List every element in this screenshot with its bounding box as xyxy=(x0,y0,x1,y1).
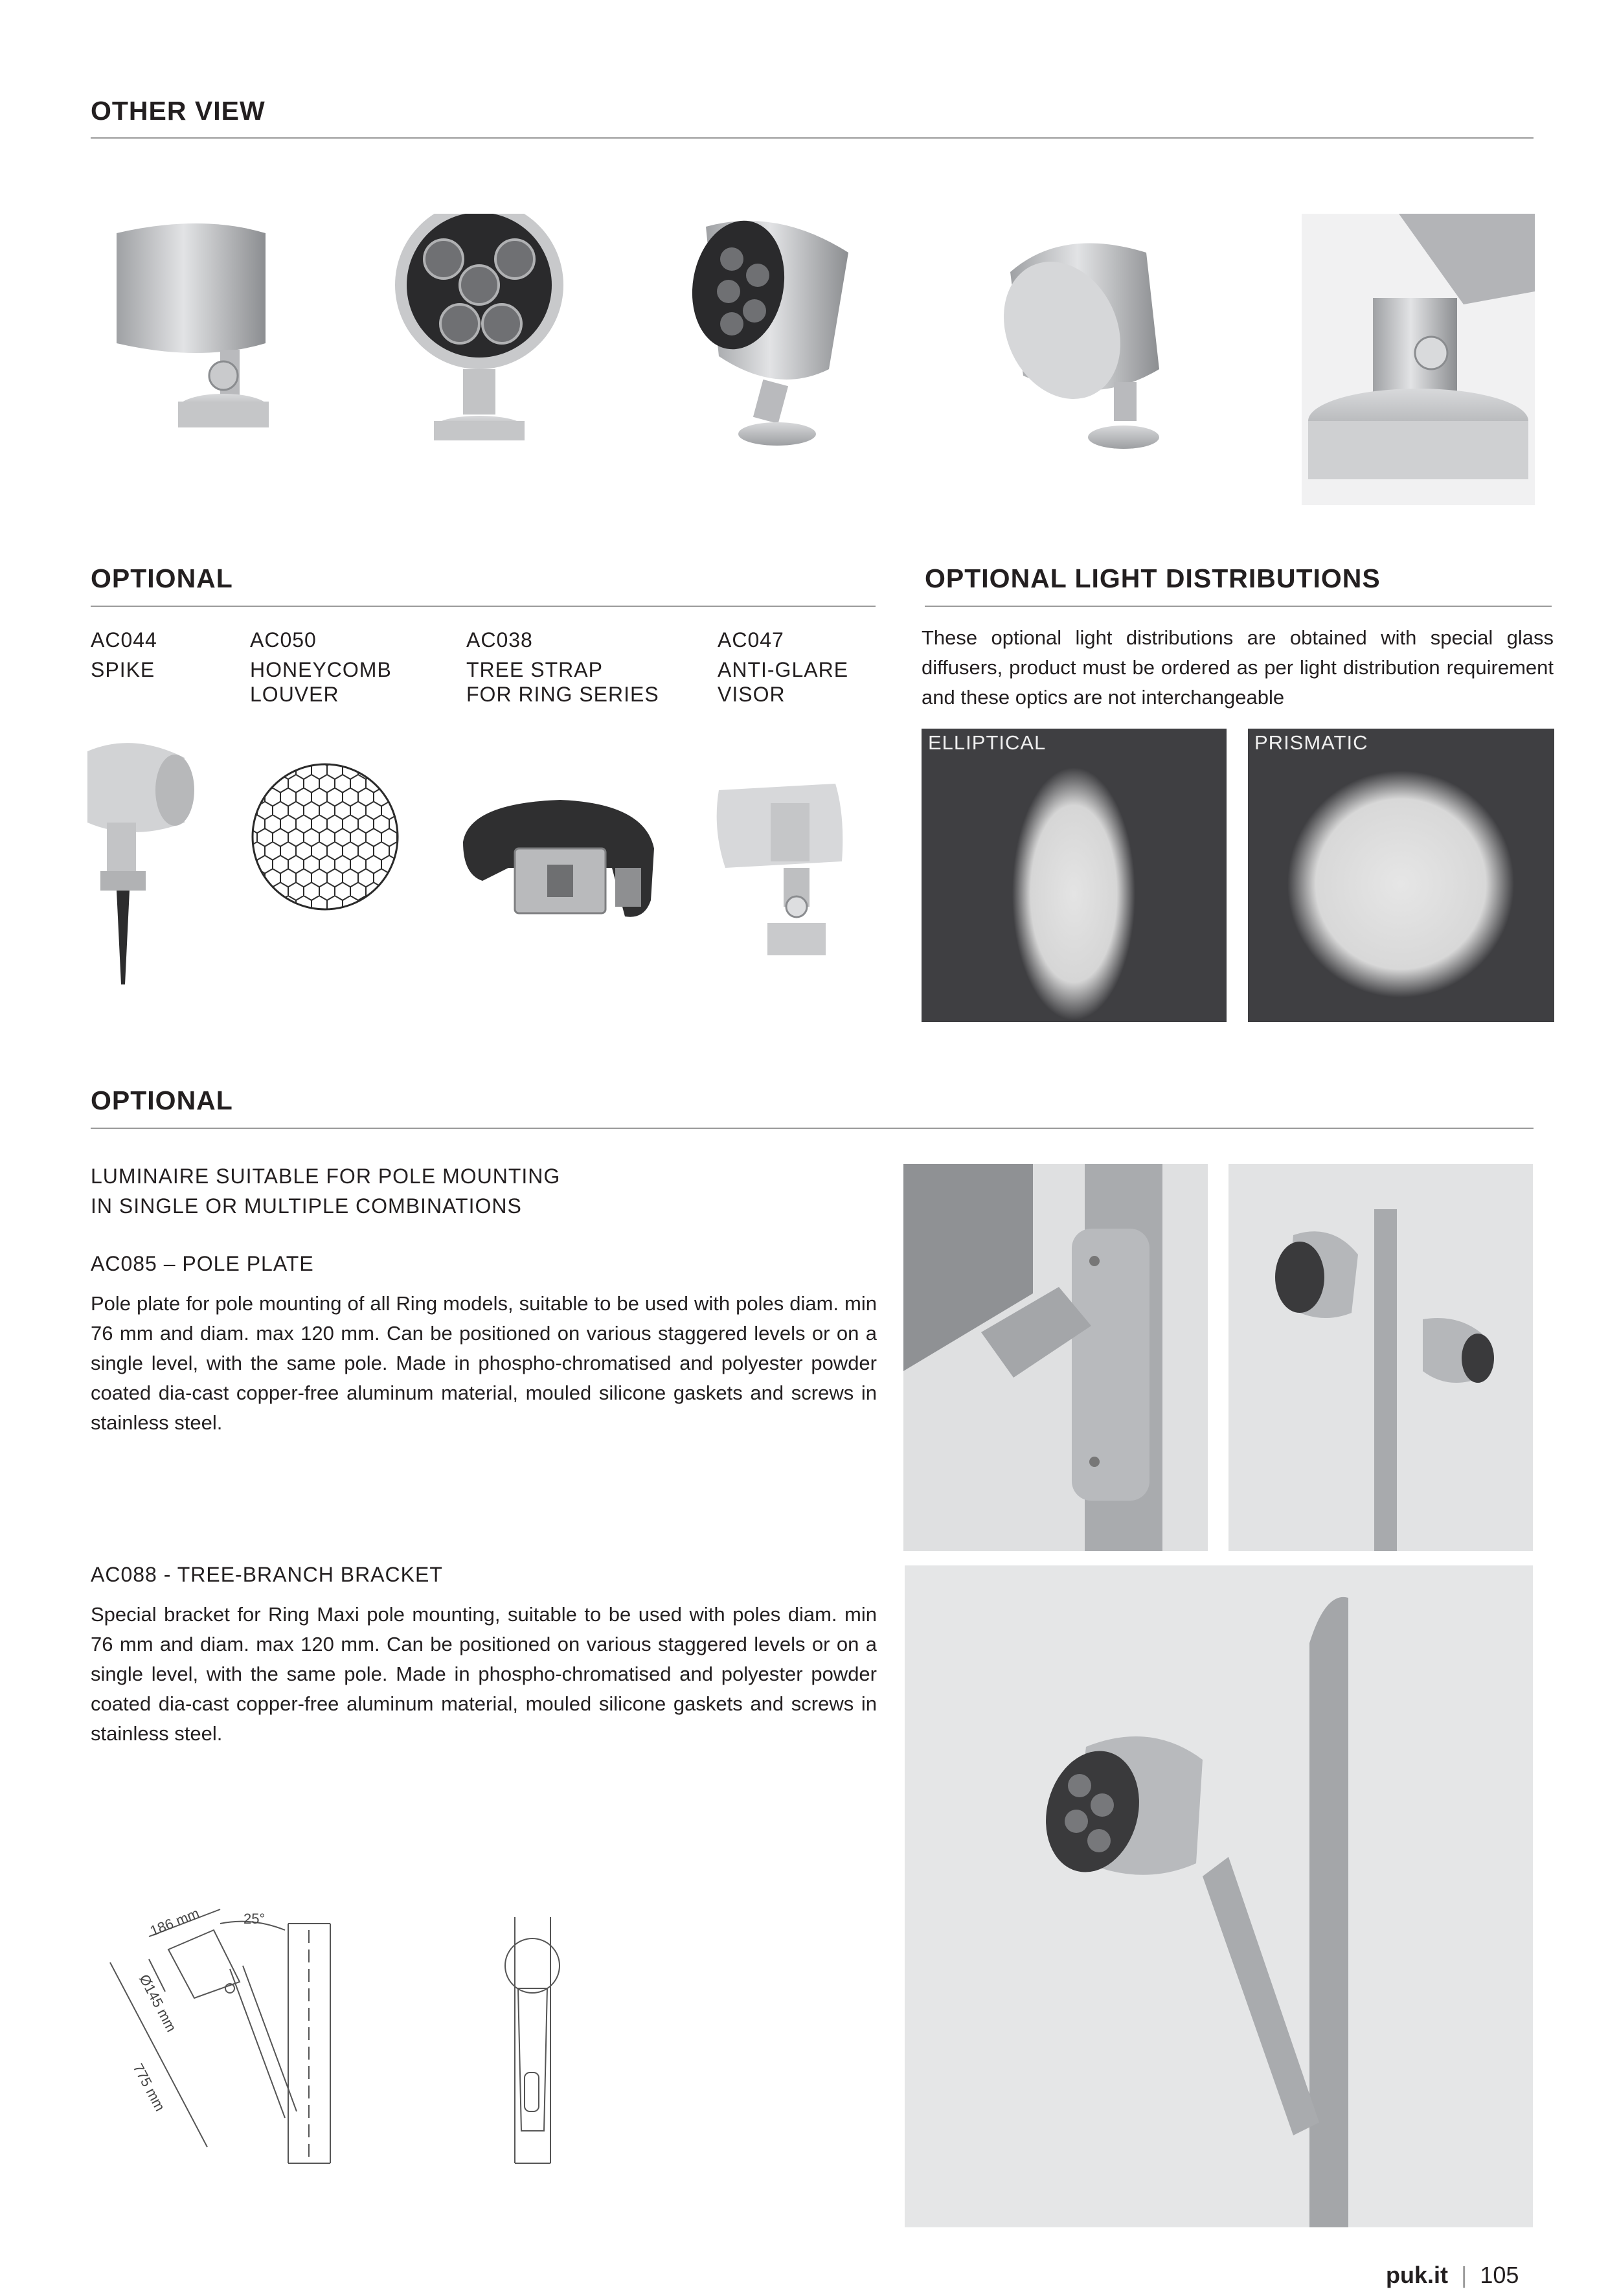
accessory-code: AC044 xyxy=(91,628,157,652)
luminaire-angled-view xyxy=(683,214,848,446)
footer-separator: | xyxy=(1461,2262,1467,2288)
accessory-name-line-2: FOR RING SERIES xyxy=(466,683,659,706)
optional-rule xyxy=(91,606,876,607)
accessory-ac044 xyxy=(91,628,157,682)
prismatic-beam xyxy=(1287,771,1514,997)
elliptical-label: ELLIPTICAL xyxy=(928,731,1047,754)
luminaire-front-view xyxy=(395,214,563,440)
tree-strap-image xyxy=(457,790,664,933)
elliptical-distribution-panel xyxy=(922,729,1227,1022)
pole-mounting-rule xyxy=(91,1128,1534,1129)
pole-double-mount-photo xyxy=(1228,1164,1533,1551)
tree-branch-technical-drawing xyxy=(91,1878,609,2170)
light-distributions-description: These optional light distributions are obtained with special glass diffusers, product must be ordered as per light distribution requirement and these optics are not interchangeable xyxy=(922,626,1554,709)
pole-plate-description: Pole plate for pole mounting of all Ring models, suitable to be used with poles diam. min 76 mm and diam. max 120 mm. Can be positioned on various staggered levels or on a single level, with the same pole. Made in phospho-chromatised and polyester powder coated dia-cast copper-free aluminum material, mouled silicone gaskets and screws in stainless steel. xyxy=(91,1292,877,1434)
other-view-rule xyxy=(91,137,1534,139)
pole-mounting-heading: OPTIONAL xyxy=(91,1085,233,1115)
optional-heading: OPTIONAL xyxy=(91,563,233,593)
accessory-name-line-1: HONEYCOMB xyxy=(250,658,392,681)
accessory-ac047 xyxy=(718,628,848,707)
light-distributions-rule xyxy=(925,606,1552,607)
accessory-code: AC047 xyxy=(718,628,784,652)
accessory-name-line-1: ANTI-GLARE xyxy=(718,658,849,681)
accessory-ac038 xyxy=(466,628,659,707)
accessory-code: AC050 xyxy=(250,628,317,652)
accessory-name-line-2: LOUVER xyxy=(250,683,339,706)
other-view-heading: OTHER VIEW xyxy=(91,96,266,126)
pole-plate-heading: AC085 – POLE PLATE xyxy=(91,1252,314,1275)
dimension-length: 186 mm xyxy=(148,1905,202,1940)
luminaire-base-closeup xyxy=(1302,214,1535,505)
pole-plate-closeup-photo xyxy=(903,1164,1208,1551)
pole-mounting-intro xyxy=(91,1161,560,1221)
footer-page-number: 105 xyxy=(1480,2262,1519,2288)
tree-branch-heading: AC088 - TREE-BRANCH BRACKET xyxy=(91,1563,443,1586)
honeycomb-louver-image xyxy=(249,761,402,913)
dimension-diameter: Ø145 mm xyxy=(136,1972,180,2035)
intro-line-1: LUMINAIRE SUITABLE FOR POLE MOUNTING xyxy=(91,1165,561,1188)
spike-image xyxy=(62,725,210,997)
accessory-name: SPIKE xyxy=(91,658,155,681)
luminaire-rear-view xyxy=(982,242,1159,449)
accessory-code: AC038 xyxy=(466,628,533,652)
light-distributions-heading: OPTIONAL LIGHT DISTRIBUTIONS xyxy=(925,563,1381,593)
accessory-name-line-2: VISOR xyxy=(718,683,786,706)
elliptical-beam xyxy=(1012,767,1135,1020)
accessory-ac050 xyxy=(250,628,392,707)
tree-branch-description: Special bracket for Ring Maxi pole mounting, suitable to be used with poles diam. min 76 mm and diam. max 120 mm. Can be positioned on various staggered levels or on a single level, with the same pole. Made in phospho-chromatised and polyester powder coated dia-cast copper-free aluminum material, mouled silicone gaskets and screws in stainless steel. xyxy=(91,1603,877,1745)
page-footer xyxy=(1386,2262,1519,2289)
anti-glare-visor-image xyxy=(706,777,855,959)
prismatic-distribution-panel xyxy=(1248,729,1554,1022)
tree-branch-bracket-photo xyxy=(905,1565,1533,2227)
dimension-height: 775 mm xyxy=(130,2060,168,2114)
footer-site: puk.it xyxy=(1386,2262,1448,2288)
intro-line-2: IN SINGLE OR MULTIPLE COMBINATIONS xyxy=(91,1194,522,1218)
other-view-gallery xyxy=(91,214,1535,505)
dimension-angle: 25° xyxy=(243,1911,266,1927)
prismatic-label: PRISMATIC xyxy=(1254,731,1368,754)
accessory-name-line-1: TREE STRAP xyxy=(466,658,603,681)
luminaire-side-view xyxy=(117,223,269,427)
